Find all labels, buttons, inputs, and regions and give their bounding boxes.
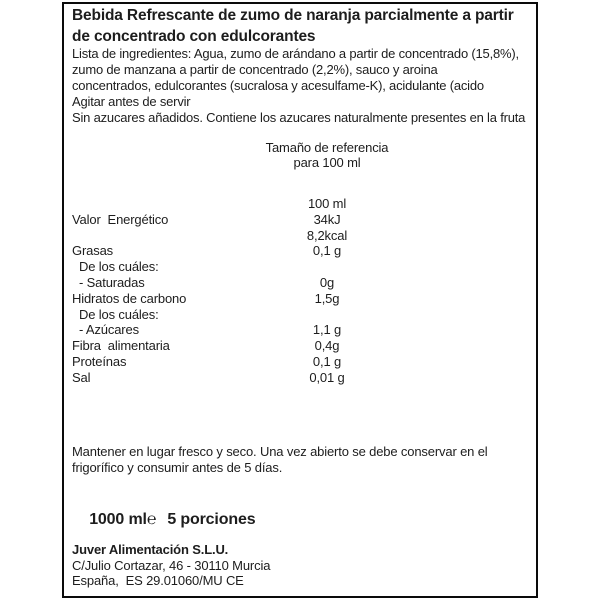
nutrition-row-sugars — [64, 322, 536, 338]
no-added-sugar-note: Sin azucares añadidos. Contiene los azucares naturalmente presentes en la fruta — [72, 110, 526, 125]
ingredients-line-1: Lista de ingredientes: Agua, zumo de arándano a partir de concentrado (15,8%), — [72, 46, 519, 61]
product-title — [72, 5, 534, 47]
nutrient-name: Proteínas — [72, 353, 127, 369]
nutrient-name: Hidratos de carbono — [72, 290, 187, 306]
nutrition-row-fat — [64, 243, 536, 259]
nutrient-value: 1,1 g — [312, 322, 342, 338]
nutrient-value: 0g — [319, 274, 335, 290]
nutrient-name: De los cuáles: — [79, 259, 159, 275]
ingredients-section — [72, 46, 534, 126]
nutrient-name: - Saturadas — [79, 274, 145, 290]
nutrient-value: 0,4g — [314, 338, 340, 354]
ingredients-line-2: zumo de manzana a partir de concentrado (2,2%), sauco y aroina — [72, 62, 438, 77]
shake-before-serving-note: Agitar antes de servir — [72, 94, 191, 109]
nutrient-value: 0,01 g — [309, 369, 345, 385]
nutrient-name: Valor Energético — [72, 211, 169, 227]
serving-reference-line-2: para 100 ml — [293, 154, 361, 170]
nutrient-value: 0,1 g — [312, 353, 342, 369]
nutrition-row-energy-kcal — [64, 228, 536, 244]
storage-line-2: frigorífico y consumir antes de 5 días. — [72, 459, 283, 475]
nutrient-value: 1,5g — [314, 290, 340, 306]
nutrition-row-protein — [64, 354, 536, 370]
nutrient-value: 8,2kcal — [306, 227, 348, 243]
ingredients-line-3: concentrados, edulcorantes (sucralosa y acesulfame-K), acidulante (acido — [72, 78, 484, 93]
product-label-panel — [62, 2, 538, 598]
nutrition-row-carbohydrate — [64, 291, 536, 307]
serving-reference-line-1: Tamaño de referencia — [265, 140, 389, 155]
product-title-line-2: de concentrado con edulcorantes — [72, 28, 316, 45]
net-volume: 1000 ml — [89, 511, 147, 528]
nutrient-name: De los cuáles: — [79, 306, 159, 322]
storage-instructions — [72, 444, 534, 475]
nutrient-name: Grasas — [72, 243, 114, 259]
manufacturer-address: C/Julio Cortazar, 46 - 30110 Murcia — [72, 557, 271, 573]
manufacturer-name: Juver Alimentación S.L.U. — [72, 542, 229, 557]
nutrition-row-saturates — [64, 275, 536, 291]
storage-line-1: Mantener en lugar fresco y seco. Una vez abierto se debe conservar en el — [72, 444, 488, 459]
net-quantity — [72, 493, 534, 547]
nutrient-value: 0,1 g — [312, 243, 342, 259]
nutrition-header-row — [64, 196, 536, 212]
nutrient-name: Fibra alimentaria — [72, 338, 170, 354]
nutrition-row-of-which-carbs — [64, 307, 536, 323]
estimated-sign-icon: ℮ — [146, 511, 157, 528]
nutrition-table — [64, 196, 536, 386]
nutrition-row-salt — [64, 370, 536, 386]
nutrient-value: 34kJ — [313, 211, 341, 227]
nutrition-column-header: 100 ml — [307, 196, 347, 211]
manufacturer-info — [72, 542, 534, 589]
nutrition-row-energy — [64, 212, 536, 228]
portions-count: 5 porciones — [167, 511, 256, 528]
nutrition-row-of-which-fat — [64, 259, 536, 275]
manufacturer-registration: España, ES 29.01060/MU CE — [72, 573, 244, 588]
product-title-line-1: Bebida Refrescante de zumo de naranja parcialmente a partir — [72, 7, 514, 24]
serving-reference — [197, 141, 457, 170]
nutrition-row-fibre — [64, 338, 536, 354]
nutrient-name: Sal — [72, 369, 91, 385]
nutrient-name: - Azúcares — [79, 322, 139, 338]
